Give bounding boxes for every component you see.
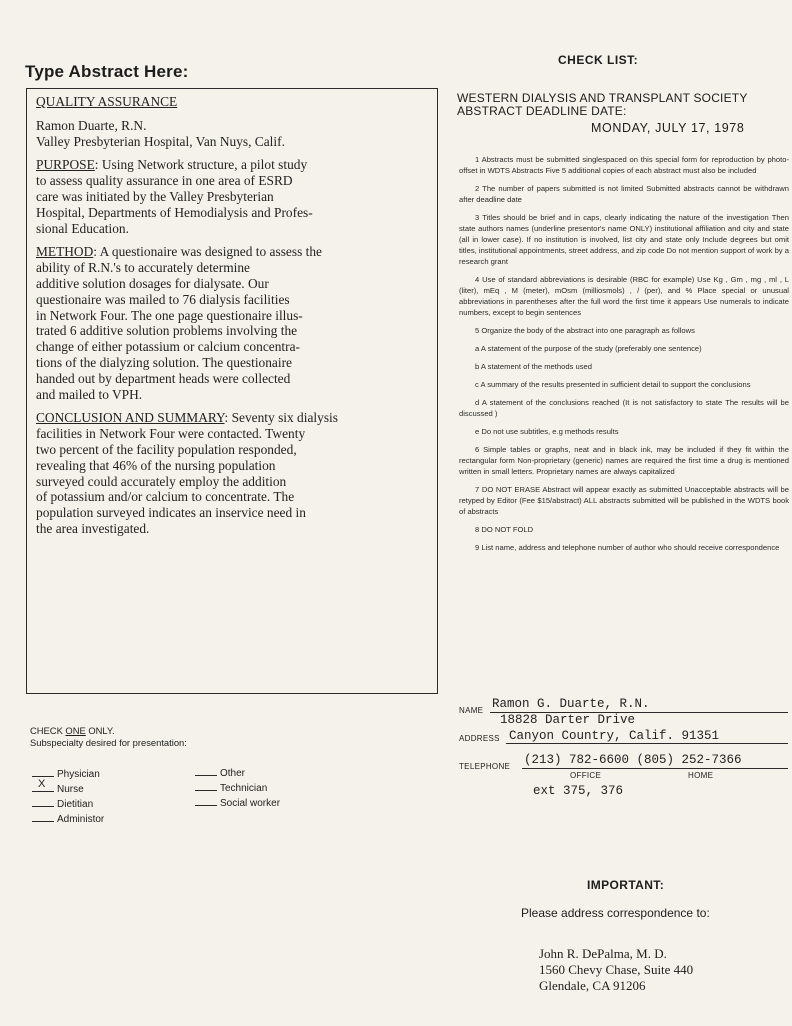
telephone-label: TELEPHONE: [459, 762, 511, 771]
home-label: HOME: [688, 771, 714, 780]
rule-item: b A statement of the methods used: [475, 362, 592, 371]
correspondence-instruction: Please address correspondence to:: [521, 906, 710, 920]
option-administor[interactable]: Administor: [32, 812, 104, 827]
option-nurse[interactable]: X Nurse: [32, 782, 104, 797]
name-field[interactable]: Ramon G. Duarte, R.N.: [492, 697, 650, 711]
method-label: METHOD: [36, 244, 94, 260]
rule-item: a A statement of the purpose of the study (preferably one sentence): [475, 344, 702, 353]
purpose-line: sional Education.: [36, 220, 129, 236]
method-line: handed out by department heads were collected: [36, 370, 291, 386]
telephone-underline: [522, 768, 788, 769]
option-checkbox[interactable]: [32, 812, 54, 822]
purpose-label: PURPOSE: [36, 157, 95, 173]
telephone-field[interactable]: (213) 782-6600 (805) 252-7366: [524, 753, 742, 767]
correspondence-address: [539, 946, 693, 994]
conclusion-line: population surveyed indicates an inservice need in: [36, 505, 306, 521]
address-line: Glendale, CA 91206: [539, 978, 646, 993]
purpose-line: Hospital, Departments of Hemodialysis and Profes-: [36, 204, 313, 220]
option-checkbox[interactable]: [32, 767, 54, 777]
rule-item: 2 The number of papers submitted is not limited Submitted abstracts cannot be withdrawn after deadline date: [459, 184, 789, 204]
abstract-author: Ramon Duarte, R.N.: [36, 117, 147, 133]
method-line: change of either potassium or calcium concentra-: [36, 339, 300, 355]
deadline-date: MONDAY, JULY 17, 1978: [591, 121, 745, 135]
rule-item: 7 DO NOT ERASE Abstract will appear exactly as submitted Unacceptable abstracts will be retyped by Editor (Fee $15/abstract) ALL abstracts submitted will be published in the WDTS book of abstracts: [459, 485, 789, 516]
abstract-affiliation: Valley Presbyterian Hospital, Van Nuys, Calif.: [36, 133, 285, 149]
conclusion-line: facilities in Network Four were contacted. Twenty: [36, 426, 306, 442]
method-line: tions of the dialyzing solution. The questionaire: [36, 354, 292, 370]
abstract-text: [36, 94, 438, 537]
specialty-options-left: [32, 767, 104, 827]
rule-item: e Do not use subtitles, e.g methods results: [475, 427, 619, 436]
option-dietitian[interactable]: Dietitian: [32, 797, 104, 812]
rule-item: 3 Titles should be brief and in caps, clearly indicating the nature of the investigation Then state authors names (underline presentor's name ONLY) institutional affiliation and city and state (all in lower case). If no institution is involved, list city and state only Include degrees but omit titles, institutional appointments, street address, and zip code Do not mention support of work by a research grant: [459, 213, 789, 266]
rule-item: 6 Simple tables or graphs, neat and in black ink, may be included if they fit within the rectangular form Non-proprietary (generic) names are required the first time a drug is mentioned written in small letters. Proprietary names are always capitalized: [459, 445, 789, 476]
option-checkbox[interactable]: [32, 778, 54, 792]
option-other[interactable]: Other: [195, 766, 280, 781]
society-name: WESTERN DIALYSIS AND TRANSPLANT SOCIETY: [457, 91, 748, 105]
checklist-rules: [459, 154, 789, 560]
rule-item: c A summary of the results presented in sufficient detail to support the conclusions: [475, 380, 751, 389]
option-physician[interactable]: Physician: [32, 767, 104, 782]
option-technician[interactable]: Technician: [195, 781, 280, 796]
rule-item: 8 DO NOT FOLD: [475, 525, 534, 534]
rule-item: 5 Organize the body of the abstract into one paragraph as follows: [475, 326, 695, 335]
purpose-line: to assess quality assurance in one area of ESRD: [36, 173, 293, 189]
deadline-label: ABSTRACT DEADLINE DATE:: [457, 104, 627, 118]
address-line-1[interactable]: 18828 Darter Drive: [500, 713, 636, 727]
specialty-options-right: [195, 766, 280, 811]
check-list-title: CHECK LIST:: [558, 53, 639, 67]
address-label: ADDRESS: [459, 734, 500, 743]
rule-item: 9 List name, address and telephone number of author who should receive correspondence: [475, 543, 780, 552]
option-checkbox[interactable]: [195, 796, 217, 806]
option-checkbox[interactable]: [32, 797, 54, 807]
check-one-heading: CHECK ONE ONLY.: [30, 725, 115, 736]
option-social-worker[interactable]: Social worker: [195, 796, 280, 811]
abstract-title: QUALITY ASSURANCE: [36, 94, 178, 109]
address-underline: [506, 743, 788, 744]
society-header: [457, 92, 787, 118]
purpose-line: care was initiated by the Valley Presbyterian: [36, 188, 274, 204]
address-line: John R. DePalma, M. D.: [539, 946, 667, 961]
conclusion-label: CONCLUSION AND SUMMARY: [36, 410, 225, 426]
address-line-2[interactable]: Canyon Country, Calif. 91351: [509, 729, 720, 743]
important-title: IMPORTANT:: [587, 878, 665, 892]
conclusion-line: the area investigated.: [36, 520, 150, 536]
address-line: 1560 Chevy Chase, Suite 440: [539, 962, 694, 977]
conclusion-line: revealing that 46% of the nursing population: [36, 457, 276, 473]
name-label: NAME: [459, 706, 484, 715]
subspecialty-subtitle: Subspecialty desired for presentation:: [30, 737, 187, 748]
purpose-line: : Using Network structure, a pilot study: [94, 157, 308, 173]
option-checkbox[interactable]: [195, 781, 217, 791]
method-line: trated 6 additive solution problems involving the: [36, 323, 298, 339]
rule-item: 4 Use of standard abbreviations is desirable (RBC for example) Use Kg , Gm , mg , ml , L (liter), mEq , M (meter), mOsm (milliosmols) , / (per), and % Place special or unusual abbreviations in parentheses after the full word the first time it appears Use numerals to indicate numbers, except to begin sentences: [459, 275, 789, 317]
rule-item: 1 Abstracts must be submitted singlespaced on this special form for reproduction by photo-offset in WDTS Abstracts Five 5 additional copies of each abstract must also be included: [459, 155, 789, 175]
method-line: ability of R.N.'s to accurately determine: [36, 260, 250, 276]
check-one-instructions: [30, 725, 187, 749]
check-mark: X: [38, 778, 46, 790]
office-label: OFFICE: [570, 771, 602, 780]
method-line: : A questionaire was designed to assess the: [93, 244, 322, 260]
method-line: and mailed to VPH.: [36, 386, 143, 402]
conclusion-line: : Seventy six dialysis: [224, 410, 338, 426]
method-line: in Network Four. The one page questionaire illus-: [36, 307, 303, 323]
rule-item: d A statement of the conclusions reached (It is not satisfactory to state The results will be discussed ): [459, 398, 789, 418]
conclusion-line: of potassium and/or calcium to concentrate. The: [36, 489, 295, 505]
extension-field[interactable]: ext 375, 376: [533, 784, 624, 798]
option-checkbox[interactable]: [195, 766, 217, 776]
conclusion-line: two percent of the facility population responded,: [36, 441, 297, 457]
type-abstract-heading: Type Abstract Here:: [25, 62, 189, 81]
conclusion-line: surveyed could accurately employ the addition: [36, 473, 287, 489]
method-line: questionaire was mailed to 76 dialysis facilities: [36, 291, 290, 307]
method-line: additive solution dosages for dialysate. Our: [36, 275, 269, 291]
